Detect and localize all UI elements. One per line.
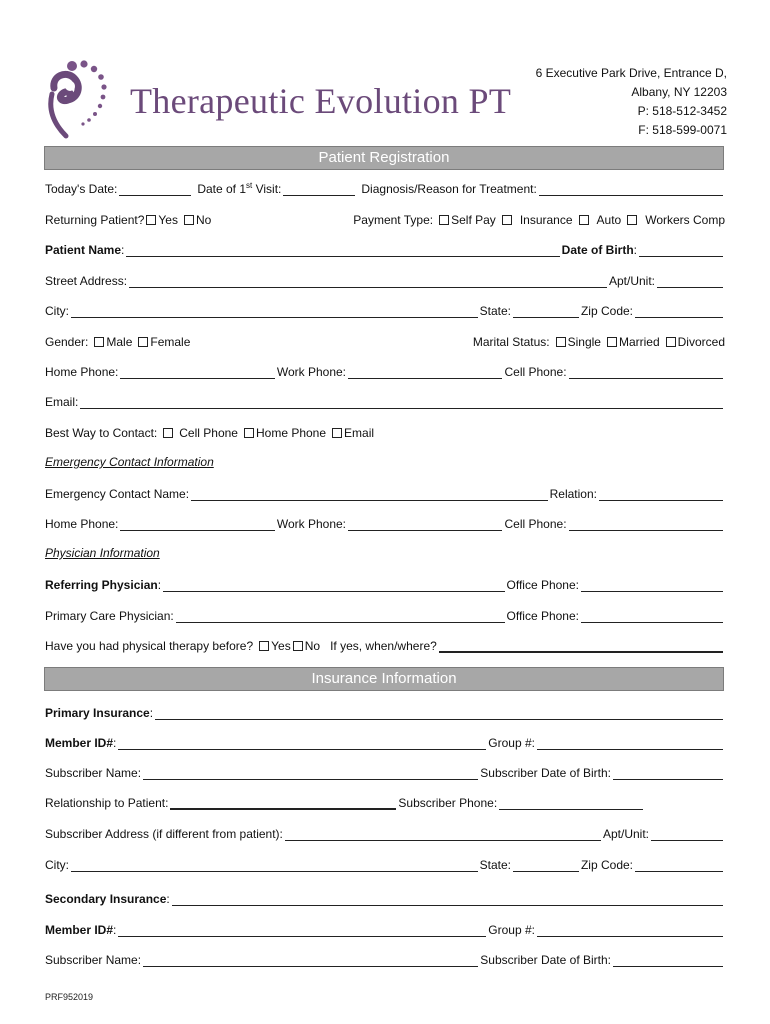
date-of-birth-field[interactable] bbox=[639, 243, 723, 257]
emergency-home-phone-label: Home Phone: bbox=[45, 517, 119, 531]
date-of-birth-label: Date of Birth bbox=[561, 243, 634, 257]
auto-checkbox[interactable] bbox=[579, 215, 589, 225]
self-pay-label: Self Pay bbox=[451, 213, 496, 227]
brand-name: Therapeutic Evolution PT bbox=[130, 81, 512, 121]
secondary-insurance-label: Secondary Insurance bbox=[45, 892, 167, 906]
female-checkbox[interactable] bbox=[138, 337, 148, 347]
referring-physician-label: Referring Physician bbox=[45, 578, 158, 592]
pt-before-no-checkbox[interactable] bbox=[293, 641, 303, 651]
subscriber-phone-field[interactable] bbox=[499, 796, 643, 810]
emergency-work-phone-label: Work Phone: bbox=[276, 517, 347, 531]
cell-phone-label: Cell Phone: bbox=[504, 365, 567, 379]
patient-name-label: Patient Name bbox=[45, 243, 122, 257]
secondary-group-field[interactable] bbox=[537, 923, 723, 937]
secondary-subscriber-dob-field[interactable] bbox=[613, 953, 723, 967]
female-label: Female bbox=[150, 335, 191, 349]
relationship-label: Relationship to Patient: bbox=[45, 796, 169, 810]
email-field[interactable] bbox=[80, 395, 723, 409]
married-label: Married bbox=[618, 335, 660, 349]
pt-before-yes-checkbox[interactable] bbox=[259, 641, 269, 651]
contact-cell-label: Cell Phone bbox=[179, 426, 238, 440]
zip-label: Zip Code: bbox=[580, 304, 633, 318]
subscriber-zip-label: Zip Code: bbox=[580, 858, 633, 872]
street-address-field[interactable] bbox=[129, 274, 607, 288]
single-label: Single bbox=[567, 335, 601, 349]
fax-number: F: 518-599-0071 bbox=[638, 123, 727, 137]
married-checkbox[interactable] bbox=[607, 337, 617, 347]
address-line2: Albany, NY 12203 bbox=[631, 85, 727, 99]
diagnosis-field[interactable] bbox=[539, 182, 723, 196]
apt-unit-label: Apt/Unit: bbox=[608, 274, 655, 288]
cell-phone-field[interactable] bbox=[569, 365, 723, 379]
primary-insurance-label: Primary Insurance bbox=[45, 706, 150, 720]
first-visit-field[interactable] bbox=[283, 182, 355, 196]
state-field[interactable] bbox=[513, 304, 579, 318]
home-phone-label: Home Phone: bbox=[45, 365, 119, 379]
gender-label: Gender: bbox=[45, 335, 89, 349]
insurance-label: Insurance bbox=[519, 213, 573, 227]
subscriber-city-row bbox=[45, 854, 725, 872]
referring-office-phone-label: Office Phone: bbox=[506, 578, 579, 592]
returning-yes-checkbox[interactable] bbox=[146, 215, 156, 225]
logo-icon bbox=[44, 58, 124, 142]
returning-no-label: No bbox=[195, 213, 212, 227]
work-phone-field[interactable] bbox=[348, 365, 502, 379]
primary-office-phone-field[interactable] bbox=[581, 609, 723, 623]
primary-physician-label: Primary Care Physician: bbox=[45, 609, 174, 623]
email-row bbox=[45, 391, 725, 409]
gender-marital-row bbox=[45, 331, 725, 349]
primary-member-id-label: Member ID# bbox=[45, 736, 114, 750]
primary-insurance-field[interactable] bbox=[155, 706, 723, 720]
secondary-subscriber-dob-label: Subscriber Date of Birth: bbox=[480, 953, 611, 967]
best-contact-row bbox=[45, 422, 725, 440]
patient-registration-banner: Patient Registration bbox=[44, 146, 724, 170]
returning-yes-label: Yes bbox=[158, 213, 178, 227]
secondary-insurance-field[interactable] bbox=[172, 892, 723, 906]
insurance-information-banner: Insurance Information bbox=[44, 667, 724, 691]
patient-name-field[interactable] bbox=[126, 243, 559, 257]
self-pay-checkbox[interactable] bbox=[439, 215, 449, 225]
insurance-checkbox[interactable] bbox=[502, 215, 512, 225]
first-visit-label: Date of 1st Visit: bbox=[197, 181, 282, 196]
relation-label: Relation: bbox=[549, 487, 597, 501]
marital-status-label: Marital Status: bbox=[472, 335, 550, 349]
primary-subscriber-name-field[interactable] bbox=[143, 766, 478, 780]
todays-date-label: Today's Date: bbox=[45, 182, 118, 196]
secondary-member-id-field[interactable] bbox=[118, 923, 486, 937]
home-phone-field[interactable] bbox=[120, 365, 274, 379]
payment-type-label: Payment Type: bbox=[353, 213, 434, 227]
pt-before-label: Have you had physical therapy before? bbox=[45, 639, 254, 653]
auto-label: Auto bbox=[596, 213, 622, 227]
primary-group-field[interactable] bbox=[537, 736, 723, 750]
secondary-subscriber-name-label: Subscriber Name: bbox=[45, 953, 142, 967]
returning-payment-row bbox=[45, 209, 725, 227]
subscriber-city-field[interactable] bbox=[71, 858, 478, 872]
primary-subscriber-name-label: Subscriber Name: bbox=[45, 766, 142, 780]
primary-member-id-field[interactable] bbox=[118, 736, 486, 750]
contact-home-label: Home Phone bbox=[255, 426, 327, 440]
city-row bbox=[45, 300, 725, 318]
returning-no-checkbox[interactable] bbox=[184, 215, 194, 225]
relationship-row bbox=[45, 792, 725, 810]
contact-email-label: Email bbox=[344, 426, 375, 440]
male-checkbox[interactable] bbox=[94, 337, 104, 347]
contact-home-checkbox[interactable] bbox=[244, 428, 254, 438]
divorced-checkbox[interactable] bbox=[666, 337, 676, 347]
contact-cell-checkbox[interactable] bbox=[163, 428, 173, 438]
contact-email-checkbox[interactable] bbox=[332, 428, 342, 438]
primary-office-phone-label: Office Phone: bbox=[506, 609, 579, 623]
clinic-address bbox=[536, 64, 727, 140]
physician-section-title: Physician Information bbox=[45, 546, 160, 560]
emergency-phones-row bbox=[45, 513, 725, 531]
emergency-cell-phone-label: Cell Phone: bbox=[504, 517, 567, 531]
returning-patient-label: Returning Patient? bbox=[45, 213, 145, 227]
form-code: PRF952019 bbox=[45, 992, 94, 1002]
subscriber-zip-field[interactable] bbox=[635, 858, 723, 872]
phone-number: P: 518-512-3452 bbox=[637, 104, 727, 118]
single-checkbox[interactable] bbox=[556, 337, 566, 347]
referring-physician-row: Referring Physician : Office Phone: bbox=[45, 574, 725, 592]
secondary-group-label: Group #: bbox=[488, 923, 535, 937]
emergency-name-label: Emergency Contact Name: bbox=[45, 487, 190, 501]
emergency-section-title: Emergency Contact Information bbox=[45, 455, 214, 469]
city-field[interactable] bbox=[71, 304, 478, 318]
emergency-work-phone-field[interactable] bbox=[348, 517, 502, 531]
primary-group-label: Group #: bbox=[488, 736, 535, 750]
primary-subscriber-dob-label: Subscriber Date of Birth: bbox=[480, 766, 611, 780]
visit-dates-row bbox=[45, 178, 725, 196]
secondary-subscriber-name-field[interactable] bbox=[143, 953, 478, 967]
secondary-member-row: Member ID# : Group #: bbox=[45, 919, 725, 937]
workers-comp-checkbox[interactable] bbox=[627, 215, 637, 225]
patient-name-row: Patient Name : Date of Birth : bbox=[45, 239, 725, 257]
primary-member-row: Member ID# : Group #: bbox=[45, 732, 725, 750]
city-label: City: bbox=[45, 304, 69, 318]
primary-subscriber-row bbox=[45, 762, 725, 780]
emergency-name-field[interactable] bbox=[191, 487, 548, 501]
todays-date-field[interactable] bbox=[119, 182, 191, 196]
subscriber-address-row bbox=[45, 823, 725, 841]
zip-field[interactable] bbox=[635, 304, 723, 318]
subscriber-city-label: City: bbox=[45, 858, 69, 872]
pt-before-no-label: No bbox=[304, 639, 321, 653]
divorced-label: Divorced bbox=[677, 335, 725, 349]
secondary-insurance-row: Secondary Insurance : bbox=[45, 888, 725, 906]
male-label: Male bbox=[106, 335, 133, 349]
relationship-field[interactable] bbox=[170, 795, 396, 810]
primary-physician-field[interactable] bbox=[176, 609, 505, 623]
subscriber-apt-field[interactable] bbox=[651, 827, 723, 841]
workers-comp-label: Workers Comp bbox=[645, 213, 725, 227]
primary-insurance-row: Primary Insurance : bbox=[45, 702, 725, 720]
secondary-subscriber-row bbox=[45, 949, 725, 967]
work-phone-label: Work Phone: bbox=[276, 365, 347, 379]
referring-physician-field[interactable] bbox=[163, 578, 504, 592]
secondary-member-id-label: Member ID# bbox=[45, 923, 114, 937]
emergency-home-phone-field[interactable] bbox=[120, 517, 274, 531]
emergency-cell-phone-field[interactable] bbox=[569, 517, 723, 531]
address-line1: 6 Executive Park Drive, Entrance D, bbox=[535, 66, 727, 80]
state-label: State: bbox=[479, 304, 511, 318]
referring-office-phone-field[interactable] bbox=[581, 578, 723, 592]
pt-before-row bbox=[45, 635, 725, 653]
when-where-label: If yes, when/where? bbox=[330, 639, 437, 653]
apt-unit-field[interactable] bbox=[657, 274, 723, 288]
best-contact-label: Best Way to Contact: bbox=[45, 426, 158, 440]
subscriber-phone-label: Subscriber Phone: bbox=[398, 796, 498, 810]
email-label: Email: bbox=[45, 395, 79, 409]
patient-phones-row bbox=[45, 361, 725, 379]
street-address-label: Street Address: bbox=[45, 274, 128, 288]
subscriber-apt-label: Apt/Unit: bbox=[602, 827, 649, 841]
pt-before-yes-label: Yes bbox=[271, 639, 291, 653]
subscriber-state-field[interactable] bbox=[513, 858, 579, 872]
primary-subscriber-dob-field[interactable] bbox=[613, 766, 723, 780]
subscriber-state-label: State: bbox=[479, 858, 511, 872]
when-where-field[interactable] bbox=[439, 638, 723, 653]
diagnosis-label: Diagnosis/Reason for Treatment: bbox=[361, 182, 537, 196]
relation-field[interactable] bbox=[599, 487, 723, 501]
primary-physician-row bbox=[45, 605, 725, 623]
subscriber-address-label: Subscriber Address (if different from patient): bbox=[45, 827, 283, 841]
emergency-name-row bbox=[45, 483, 725, 501]
subscriber-address-field[interactable] bbox=[285, 827, 601, 841]
street-row bbox=[45, 270, 725, 288]
